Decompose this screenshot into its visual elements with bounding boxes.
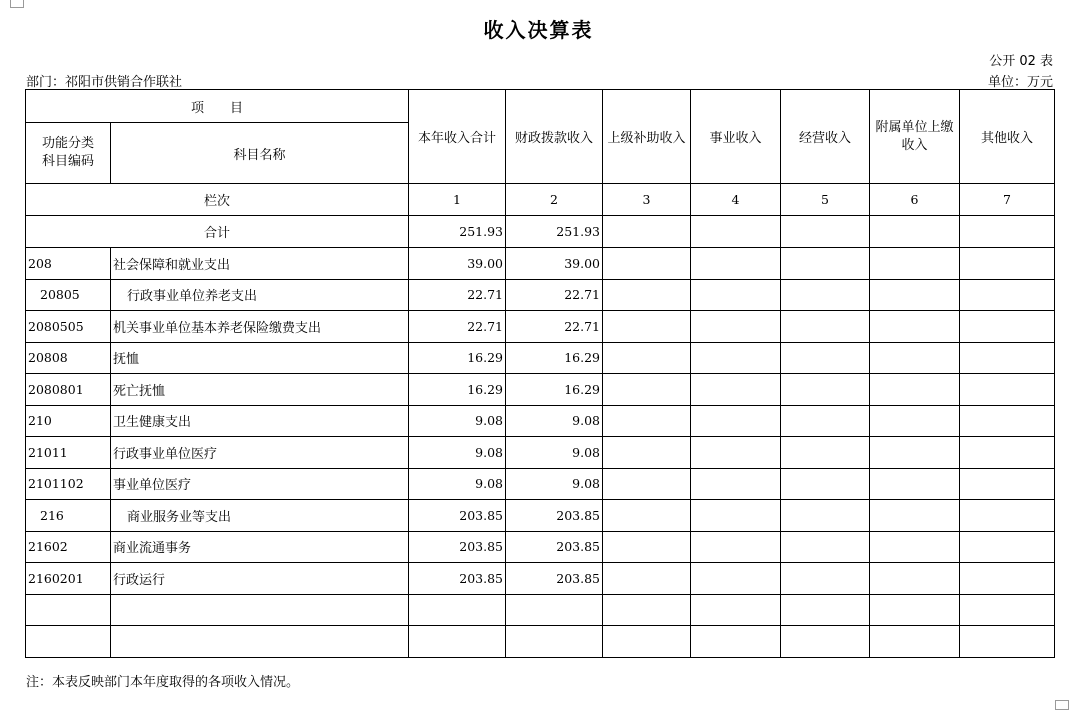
- subject-name: 行政事业单位医疗: [111, 437, 409, 469]
- value-cell: 203.85: [506, 500, 603, 532]
- value-cell: [691, 563, 781, 595]
- value-cell: 22.71: [506, 311, 603, 343]
- value-cell: [870, 405, 960, 437]
- page-corner-mark: [10, 0, 24, 8]
- table-row: [26, 563, 1055, 595]
- value-cell: [870, 563, 960, 595]
- subject-name: 事业单位医疗: [111, 468, 409, 500]
- value-cell: [603, 531, 691, 563]
- subject-code: 20805: [26, 279, 111, 311]
- value-cell: 22.71: [409, 311, 506, 343]
- subject-name: 机关事业单位基本养老保险缴费支出: [111, 311, 409, 343]
- subject-name: 行政运行: [111, 563, 409, 595]
- value-cell: [691, 468, 781, 500]
- value-cell: [960, 248, 1055, 280]
- value-cell: [960, 216, 1055, 248]
- value-cell: [870, 374, 960, 406]
- value-cell: [781, 500, 870, 532]
- value-cell: [691, 248, 781, 280]
- value-cell: [870, 279, 960, 311]
- value-cell: [603, 311, 691, 343]
- subject-code: [26, 626, 111, 658]
- value-cell: [603, 248, 691, 280]
- value-cell: [781, 563, 870, 595]
- subject-name: [111, 594, 409, 626]
- subject-name: 商业流通事务: [111, 531, 409, 563]
- column-number: 2: [506, 184, 603, 216]
- value-cell: [960, 437, 1055, 469]
- value-cell: [870, 437, 960, 469]
- total-label: 合计: [26, 216, 409, 248]
- subject-name: 死亡抚恤: [111, 374, 409, 406]
- item-header: 项 目: [26, 90, 409, 123]
- value-cell: [691, 531, 781, 563]
- table-row: [26, 531, 1055, 563]
- value-cell: [781, 468, 870, 500]
- value-cell: 203.85: [409, 563, 506, 595]
- value-cell: [691, 626, 781, 658]
- table-row: [26, 342, 1055, 374]
- total-row: [26, 216, 1055, 248]
- page-corner-mark: [1055, 700, 1069, 710]
- column-number: 7: [960, 184, 1055, 216]
- value-cell: [781, 248, 870, 280]
- table-row: [26, 500, 1055, 532]
- col-header: 其他收入: [960, 90, 1055, 184]
- value-cell: [781, 437, 870, 469]
- table-row: [26, 374, 1055, 406]
- col-header: 经营收入: [781, 90, 870, 184]
- subject-code: 2160201: [26, 563, 111, 595]
- value-cell: 203.85: [506, 563, 603, 595]
- col-header: 附属单位上缴收入: [870, 90, 960, 184]
- value-cell: 203.85: [506, 531, 603, 563]
- col-header: 财政拨款收入: [506, 90, 603, 184]
- subject-code: 20808: [26, 342, 111, 374]
- value-cell: [870, 248, 960, 280]
- value-cell: [960, 594, 1055, 626]
- value-cell: [870, 626, 960, 658]
- income-table: [25, 89, 1055, 658]
- code-header: 功能分类科目编码: [26, 123, 111, 184]
- subject-name: 社会保障和就业支出: [111, 248, 409, 280]
- subject-code: 21602: [26, 531, 111, 563]
- value-cell: [870, 500, 960, 532]
- footnote: 注：本表反映部门本年度取得的各项收入情况。: [26, 675, 300, 690]
- value-cell: 251.93: [409, 216, 506, 248]
- value-cell: 39.00: [409, 248, 506, 280]
- row-index-label: 栏次: [26, 184, 409, 216]
- value-cell: [603, 342, 691, 374]
- value-cell: [603, 500, 691, 532]
- value-cell: [691, 216, 781, 248]
- table-row: [26, 468, 1055, 500]
- value-cell: 16.29: [506, 374, 603, 406]
- value-cell: [781, 279, 870, 311]
- column-number: 3: [603, 184, 691, 216]
- subject-code: 208: [26, 248, 111, 280]
- form-code: 公开 02 表: [989, 54, 1053, 69]
- value-cell: [603, 279, 691, 311]
- subject-code: 2080801: [26, 374, 111, 406]
- department-label: 部门：祁阳市供销合作联社: [26, 75, 183, 90]
- value-cell: [506, 594, 603, 626]
- value-cell: [960, 626, 1055, 658]
- value-cell: [781, 311, 870, 343]
- value-cell: [691, 279, 781, 311]
- col-header: 事业收入: [691, 90, 781, 184]
- value-cell: [691, 437, 781, 469]
- value-cell: [960, 311, 1055, 343]
- subject-code: 21011: [26, 437, 111, 469]
- value-cell: 16.29: [409, 374, 506, 406]
- subject-code: 216: [26, 500, 111, 532]
- value-cell: [603, 563, 691, 595]
- value-cell: [506, 626, 603, 658]
- subject-name: 商业服务业等支出: [111, 500, 409, 532]
- value-cell: [870, 311, 960, 343]
- value-cell: 22.71: [409, 279, 506, 311]
- value-cell: [691, 374, 781, 406]
- subject-name: 行政事业单位养老支出: [111, 279, 409, 311]
- column-number: 1: [409, 184, 506, 216]
- column-number: 5: [781, 184, 870, 216]
- value-cell: 9.08: [409, 437, 506, 469]
- table-row: [26, 248, 1055, 280]
- value-cell: 9.08: [409, 405, 506, 437]
- table-row: [26, 594, 1055, 626]
- column-number-row: [26, 184, 1055, 216]
- subject-code: 2101102: [26, 468, 111, 500]
- value-cell: 22.71: [506, 279, 603, 311]
- column-number: 6: [870, 184, 960, 216]
- value-cell: [409, 626, 506, 658]
- subject-code: [26, 594, 111, 626]
- table-row: [26, 405, 1055, 437]
- table-row: [26, 311, 1055, 343]
- unit-label: 单位：万元: [987, 75, 1053, 90]
- value-cell: [781, 531, 870, 563]
- table-row: [26, 279, 1055, 311]
- header-row: [26, 90, 1055, 123]
- value-cell: [781, 374, 870, 406]
- value-cell: [603, 594, 691, 626]
- table-row: [26, 437, 1055, 469]
- value-cell: [691, 342, 781, 374]
- value-cell: [960, 279, 1055, 311]
- value-cell: 9.08: [506, 405, 603, 437]
- value-cell: [870, 531, 960, 563]
- table-row: [26, 626, 1055, 658]
- value-cell: 9.08: [409, 468, 506, 500]
- value-cell: [603, 216, 691, 248]
- value-cell: [870, 594, 960, 626]
- name-header: 科目名称: [111, 123, 409, 184]
- subject-name: 卫生健康支出: [111, 405, 409, 437]
- value-cell: 16.29: [506, 342, 603, 374]
- value-cell: [960, 468, 1055, 500]
- value-cell: [603, 437, 691, 469]
- value-cell: [960, 405, 1055, 437]
- value-cell: [960, 563, 1055, 595]
- value-cell: [781, 594, 870, 626]
- value-cell: 39.00: [506, 248, 603, 280]
- value-cell: [960, 531, 1055, 563]
- value-cell: [960, 500, 1055, 532]
- value-cell: [691, 500, 781, 532]
- value-cell: [691, 405, 781, 437]
- subject-name: 抚恤: [111, 342, 409, 374]
- value-cell: [781, 405, 870, 437]
- value-cell: 203.85: [409, 500, 506, 532]
- value-cell: [781, 216, 870, 248]
- value-cell: 9.08: [506, 437, 603, 469]
- value-cell: [781, 626, 870, 658]
- value-cell: [960, 374, 1055, 406]
- value-cell: [870, 342, 960, 374]
- subject-code: 210: [26, 405, 111, 437]
- value-cell: [603, 374, 691, 406]
- value-cell: 251.93: [506, 216, 603, 248]
- column-number: 4: [691, 184, 781, 216]
- value-cell: [691, 311, 781, 343]
- subject-code: 2080505: [26, 311, 111, 343]
- report-title: 收入决算表: [483, 18, 594, 42]
- value-cell: [603, 468, 691, 500]
- value-cell: 16.29: [409, 342, 506, 374]
- value-cell: [870, 216, 960, 248]
- value-cell: [603, 405, 691, 437]
- value-cell: [409, 594, 506, 626]
- value-cell: [960, 342, 1055, 374]
- value-cell: 9.08: [506, 468, 603, 500]
- col-header: 上级补助收入: [603, 90, 691, 184]
- value-cell: [691, 594, 781, 626]
- value-cell: 203.85: [409, 531, 506, 563]
- value-cell: [781, 342, 870, 374]
- col-header: 本年收入合计: [409, 90, 506, 184]
- subject-name: [111, 626, 409, 658]
- value-cell: [603, 626, 691, 658]
- value-cell: [870, 468, 960, 500]
